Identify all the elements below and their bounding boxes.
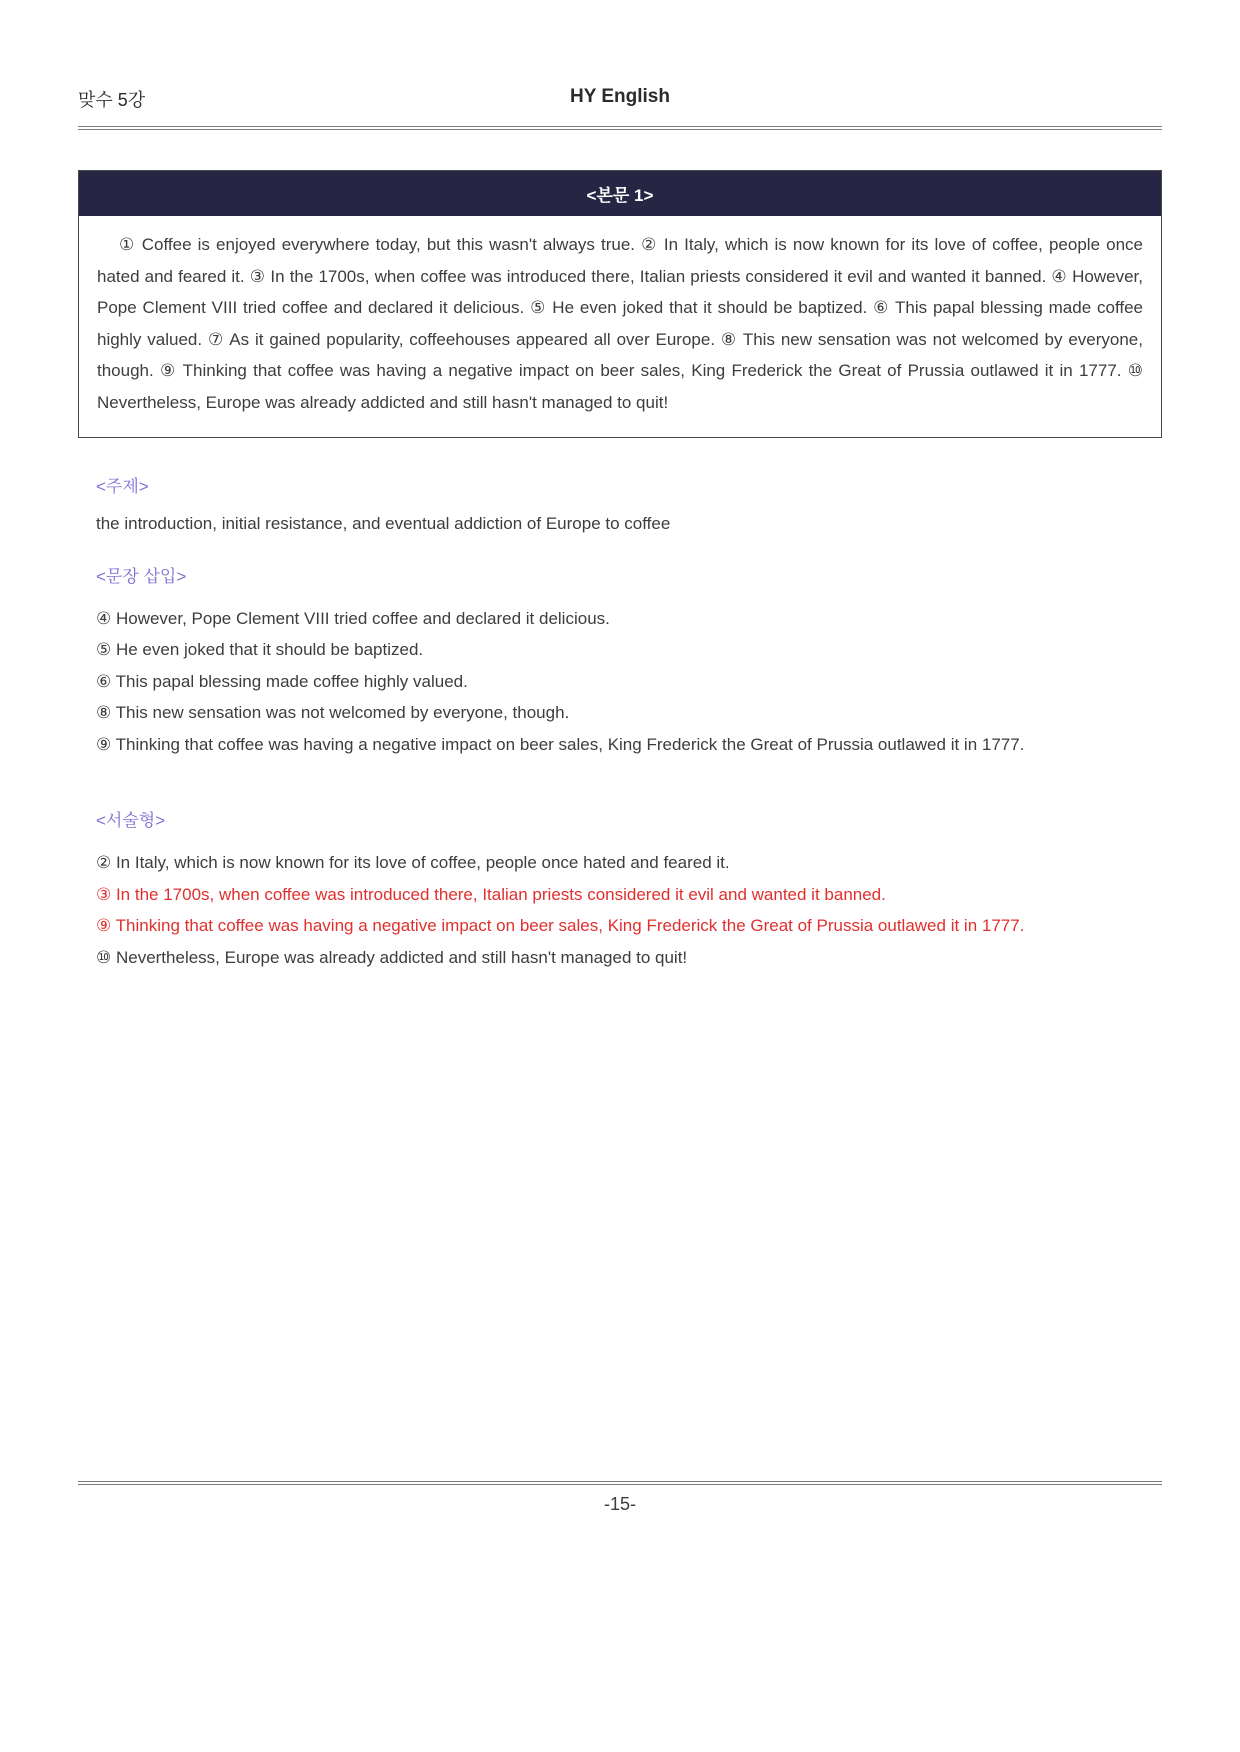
insertion-item: ⑨ Thinking that coffee was having a negative impact on beer sales, King Frederick the Great of Prussia outlawed it in 1777. (96, 734, 1025, 754)
insertion-item: ⑧ This new sensation was not welcomed by everyone, though. (96, 703, 570, 722)
topic-heading: <주제> (96, 477, 149, 496)
insertion-item: ④ However, Pope Clement VIII tried coffee and declared it delicious. (96, 608, 610, 628)
descriptive-section (96, 806, 1162, 973)
insertion-item: ⑤ He even joked that it should be baptized. (96, 640, 424, 659)
course-label: 맞수 5강 (78, 90, 146, 110)
page-header (78, 86, 1162, 116)
descriptive-item: ⑨ Thinking that coffee was having a negative impact on beer sales, King Frederick the Great of Prussia outlawed it in 1777. (96, 916, 1025, 935)
header-rule (78, 126, 1162, 130)
descriptive-item: ③ In the 1700s, when coffee was introduced there, Italian priests considered it evil and wanted it banned. (96, 884, 886, 904)
page-number: -15- (603, 1494, 636, 1514)
topic-section (96, 472, 1162, 540)
passage-box (78, 170, 1162, 438)
descriptive-items (96, 847, 1162, 973)
passage-box-title: <본문 1> (79, 171, 1161, 216)
descriptive-item: ② In Italy, which is now known for its love of coffee, people once hated and feared it. (96, 853, 730, 872)
topic-text: the introduction, initial resistance, and eventual addiction of Europe to coffee (96, 514, 671, 533)
insertion-item: ⑥ This papal blessing made coffee highly valued. (96, 671, 468, 691)
descriptive-heading: <서술형> (96, 811, 166, 830)
footer-rule (78, 1481, 1162, 1485)
brand-title: HY English (570, 86, 670, 107)
descriptive-item: ⑩ Nevertheless, Europe was already addicted and still hasn't managed to quit! (96, 947, 688, 967)
passage-text: ① Coffee is enjoyed everywhere today, but this wasn't always true. ② In Italy, which is now known for its love of coffee, people once hated and feared it. ③ In the 1700s, when coffee was introduced there, Italian priests considered it evil and wanted it banned. ④ However, Pope Clement VIII tried coffee and declared it delicious. ⑤ He even joked that it should be baptized. ⑥ This papal blessing made coffee highly valued. ⑦ As it gained popularity, coffeehouses appeared all over Europe. ⑧ This new sensation was not welcomed by everyone, though. ⑨ Thinking that coffee was having a negative impact on beer sales, King Frederick the Great of Prussia outlawed it in 1777. ⑩ Nevertheless, Europe was already addicted and still hasn't managed to quit! (97, 235, 1143, 412)
sentence-insertion-section (96, 562, 1162, 761)
insertion-heading: <문장 삽입> (96, 566, 187, 586)
page-footer (78, 1481, 1162, 1515)
insertion-items (96, 603, 1162, 761)
